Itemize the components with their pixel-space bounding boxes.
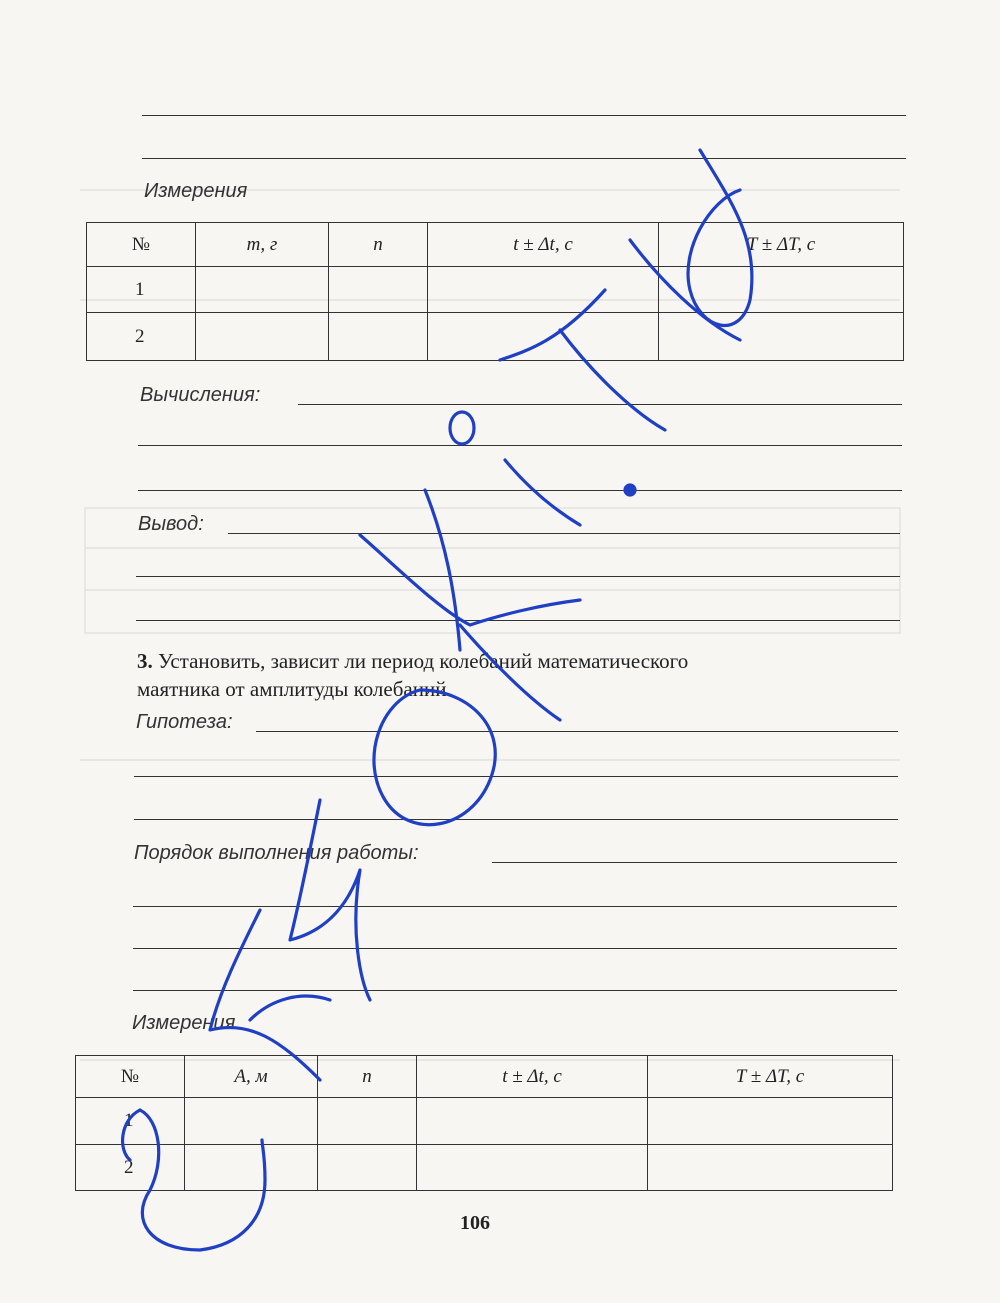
col-number: № (76, 1056, 185, 1098)
row-number: 2 (87, 313, 196, 361)
col-period-label: T ± ΔT, с (735, 1065, 805, 1087)
scribble-stroke (460, 625, 560, 720)
scribble-dot (625, 485, 635, 495)
row-number: 1 (87, 267, 196, 313)
scribble-stroke (688, 150, 752, 325)
task3-text-line1: Установить, зависит ли период колебаний математического (158, 649, 689, 673)
measurements-label: Измерения (132, 1012, 236, 1034)
page-number: 106 (460, 1212, 490, 1234)
col-time-label: t ± Δt, с (502, 1065, 562, 1087)
calculations-label: Вычисления: (140, 384, 261, 406)
col-amplitude-label: A, м (234, 1065, 268, 1087)
scribble-stroke (450, 412, 474, 444)
col-time-label: t ± Δt, с (513, 233, 573, 255)
scribble-stroke (140, 1110, 265, 1250)
measurements-label: Измерения (144, 180, 248, 202)
conclusion-label: Вывод: (138, 513, 204, 535)
col-count-label: n (362, 1065, 372, 1087)
col-mass-label: m, г (246, 233, 278, 255)
scribble-stroke (250, 996, 330, 1020)
scribble-stroke (290, 800, 370, 1000)
col-period-label: T ± ΔT, с (746, 233, 816, 255)
scribble-stroke (360, 535, 580, 625)
scribble-stroke (374, 690, 495, 825)
col-number: № (87, 223, 196, 267)
row-number: 2 (76, 1145, 185, 1191)
scribble-stroke (560, 330, 665, 430)
scribble-stroke (500, 290, 605, 360)
hypothesis-label: Гипотеза: (136, 711, 233, 733)
scribble-stroke (505, 460, 580, 525)
row-number: 1 (76, 1098, 185, 1145)
scribble-stroke (425, 490, 460, 650)
task3-number: 3. (137, 649, 153, 673)
task3-text-line2: маятника от амплитуды колебаний. (137, 677, 452, 701)
col-count-label: n (373, 233, 383, 255)
scribble-stroke (123, 1110, 140, 1160)
procedure-label: Порядок выполнения работы: (134, 842, 419, 864)
